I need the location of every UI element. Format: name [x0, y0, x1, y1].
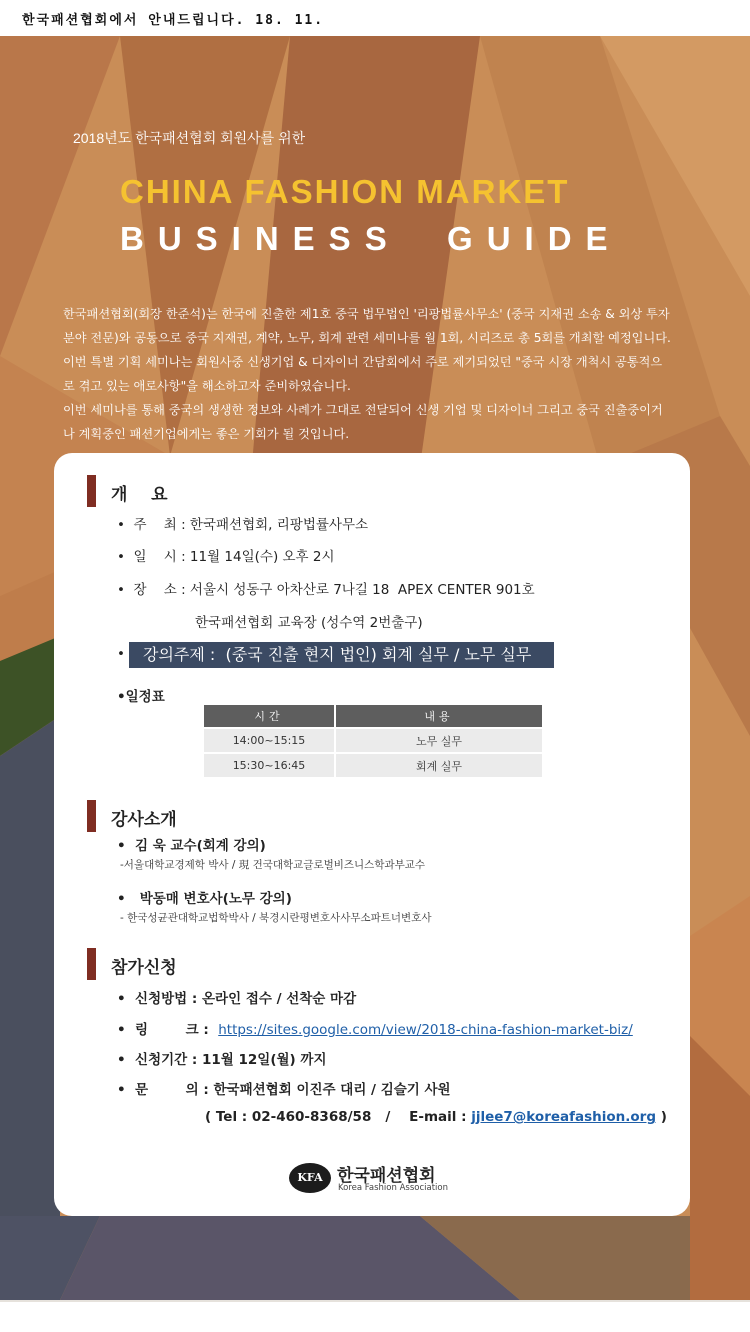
- registration-heading-text: 참가신청: [111, 958, 177, 978]
- schedule-header-time: 시간: [204, 705, 334, 727]
- schedule-table: [202, 703, 544, 779]
- bottom-strip: [0, 1300, 750, 1332]
- schedule-header-content: 내용: [336, 705, 542, 727]
- overview-place: • 장 소 : 서울시 성동구 아차산로 7나길 18 APEX CENTER 901호: [117, 582, 535, 598]
- info-card: [54, 453, 690, 1216]
- intro-line: 이번 세미나를 통해 중국의 생생한 정보와 사례가 그대로 전달되어 신생 기업 및 디자이너 그리고 중국 진출중이거: [63, 403, 663, 417]
- lecture-topic: 강의주제 : (중국 진출 현지 법인) 회계 실무 / 노무 실무: [129, 642, 554, 668]
- registration-contact: • 문 의 : 한국패션협회 이진주 대리 / 김슬기 사원: [117, 1082, 451, 1098]
- speaker1-name: • 김 욱 교수(회계 강의): [117, 838, 266, 854]
- speaker1-desc: -서울대학교경제학 박사 / 現 건국대학교글로벌비즈니스학과부교수: [120, 859, 426, 871]
- registration-method: • 신청방법 : 온라인 접수 / 선착순 마감: [117, 991, 357, 1007]
- table-row: [204, 754, 542, 777]
- intro-line: 한국패션협회(회장 한준석)는 한국에 진출한 제1호 중국 법무법인 '리팡법률사무소' (중국 지재권 소송 & 외상 투자: [63, 307, 670, 321]
- registration-link-row: [117, 1018, 633, 1038]
- schedule-content: 회계 실무: [336, 754, 542, 777]
- overview-host: • 주 최 : 한국패션협회, 리팡법률사무소: [117, 517, 369, 533]
- intro-line: 분야 전문)와 공동으로 중국 지재권, 계약, 노무, 회계 관련 세미나를 월 1회, 시리즈로 총 5회를 개최할 예정입니다.: [63, 331, 671, 345]
- schedule-content: 노무 실무: [336, 729, 542, 752]
- schedule-header-row: [204, 705, 542, 727]
- overview-heading-text: 개 요: [111, 485, 168, 505]
- link-label: • 링 크 :: [117, 1022, 219, 1038]
- section-bar: [87, 800, 96, 832]
- contact-tel: ( Tel : 02-460-8368/58 / E-mail :: [205, 1109, 472, 1125]
- intro-line: 이번 특별 기획 세미나는 회원사중 신생기업 & 디자이너 간담회에서 주로 제기되었던 "중국 시장 개척시 공통적으: [63, 355, 663, 369]
- schedule-label: •일정표: [117, 689, 165, 705]
- speaker2-desc: - 한국성균관대학교법학박사 / 북경시란평변호사사무소파트너변호사: [120, 912, 432, 924]
- speakers-heading-text: 강사소개: [111, 810, 177, 830]
- kfa-logo-name-ko: 한국패션협회: [337, 1166, 436, 1186]
- poster-subtitle: 2018년도 한국패션협회 회원사를 위한: [73, 130, 306, 146]
- contact-details: [205, 1109, 667, 1125]
- section-bar: [87, 475, 96, 507]
- intro-paragraph: [63, 302, 703, 446]
- kfa-logo-name-en: Korea Fashion Association: [338, 1183, 448, 1193]
- schedule-time: 15:30~16:45: [204, 754, 334, 777]
- table-row: [204, 729, 542, 752]
- contact-suffix: ): [656, 1109, 667, 1125]
- poster-title-line2: BUSINESS GUIDE: [120, 220, 622, 257]
- overview-place-detail: 한국패션협회 교육장 (성수역 2번출구): [195, 615, 423, 631]
- schedule-time: 14:00~15:15: [204, 729, 334, 752]
- kfa-logo-mark: KFA: [289, 1163, 331, 1193]
- topic-bullet: •: [117, 646, 125, 662]
- speaker2-name: • 박동매 변호사(노무 강의): [117, 891, 292, 907]
- kfa-logo: [289, 1161, 449, 1197]
- header-note-bar: [0, 0, 750, 36]
- contact-email-link[interactable]: jjlee7@koreafashion.org: [471, 1109, 656, 1125]
- intro-line: 로 겪고 있는 애로사항"을 해소하고자 준비하였습니다.: [63, 379, 351, 393]
- intro-line: 나 계획중인 패션기업에게는 좋은 기회가 될 것입니다.: [63, 427, 350, 441]
- section-bar: [87, 948, 96, 980]
- registration-period: • 신청기간 : 11월 12일(월) 까지: [117, 1052, 327, 1068]
- header-note: 한국패션협회에서 안내드립니다. 18. 11.: [22, 13, 325, 28]
- poster-title-line1: CHINA FASHION MARKET: [120, 173, 570, 210]
- overview-date: • 일 시 : 11월 14일(수) 오후 2시: [117, 549, 335, 565]
- registration-link[interactable]: https://sites.google.com/view/2018-china-fashion-market-biz/: [218, 1022, 633, 1038]
